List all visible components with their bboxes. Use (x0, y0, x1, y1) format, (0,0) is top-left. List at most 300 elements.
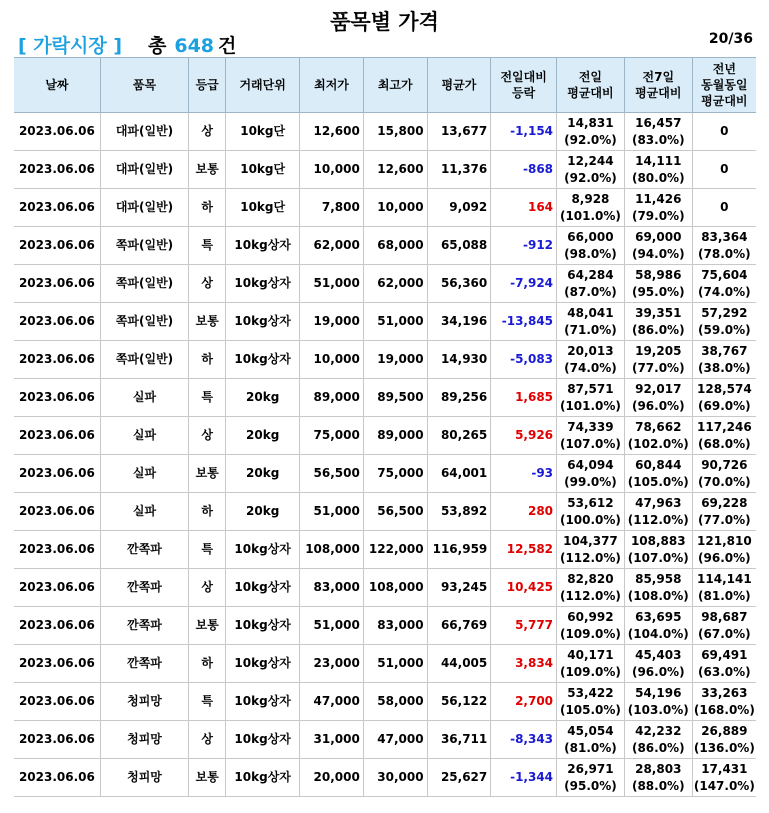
prev-week-compare-cell (624, 759, 692, 797)
prev-year-compare-cell (692, 645, 756, 683)
compare-percent: (112.0%) (559, 550, 621, 565)
prev-day-compare-cell (557, 303, 625, 341)
date-cell: 2023.06.06 (14, 759, 100, 797)
compare-value: 26,971 (567, 761, 614, 776)
max-price-cell: 47,000 (363, 721, 427, 759)
prev-week-compare-cell (624, 683, 692, 721)
prev-week-compare-cell (624, 455, 692, 493)
date-cell: 2023.06.06 (14, 569, 100, 607)
table-row (14, 493, 756, 531)
min-price-cell: 83,000 (300, 569, 364, 607)
item-cell: 대파(일반) (100, 113, 188, 151)
item-cell: 청피망 (100, 721, 188, 759)
total-prefix: 총 (148, 35, 167, 57)
prev-year-compare-cell (692, 607, 756, 645)
compare-percent: (95.0%) (631, 284, 685, 299)
item-cell: 청피망 (100, 759, 188, 797)
max-price-cell: 108,000 (363, 569, 427, 607)
compare-value: 47,963 (635, 495, 682, 510)
compare-percent: (88.0%) (631, 778, 685, 793)
column-header-line: 최저가 (314, 78, 349, 92)
unit-cell: 10kg상자 (226, 227, 300, 265)
prev-year-compare-cell (692, 379, 756, 417)
grade-cell: 상 (189, 721, 226, 759)
column-header-line: 전7일 (642, 70, 675, 84)
prev-week-compare-cell (624, 265, 692, 303)
avg-price-cell: 80,265 (427, 417, 491, 455)
min-price-cell: 23,000 (300, 645, 364, 683)
item-cell: 깐쪽파 (100, 645, 188, 683)
prev-day-compare-cell (557, 645, 625, 683)
avg-price-cell: 13,677 (427, 113, 491, 151)
avg-price-cell: 44,005 (427, 645, 491, 683)
prev-week-compare-cell (624, 531, 692, 569)
compare-percent: (94.0%) (631, 246, 685, 261)
min-price-cell: 51,000 (300, 607, 364, 645)
prev-year-compare-cell (692, 493, 756, 531)
compare-percent: (74.0%) (698, 284, 751, 299)
avg-price-cell: 116,959 (427, 531, 491, 569)
date-cell: 2023.06.06 (14, 531, 100, 569)
diff-cell: 5,777 (491, 607, 557, 645)
compare-value: 69,491 (701, 647, 748, 662)
max-price-cell: 51,000 (363, 303, 427, 341)
date-cell: 2023.06.06 (14, 265, 100, 303)
min-price-cell: 19,000 (300, 303, 364, 341)
item-cell: 쪽파(일반) (100, 303, 188, 341)
compare-value: 48,041 (567, 305, 614, 320)
compare-value: 128,574 (697, 381, 752, 396)
compare-percent: (96.0%) (631, 664, 685, 679)
compare-value: 33,263 (701, 685, 748, 700)
unit-cell: 10kg단 (226, 189, 300, 227)
avg-price-cell: 53,892 (427, 493, 491, 531)
table-row (14, 341, 756, 379)
avg-price-cell: 89,256 (427, 379, 491, 417)
prev-week-compare-cell (624, 189, 692, 227)
prev-day-compare-cell (557, 721, 625, 759)
compare-value: 0 (720, 124, 729, 138)
compare-percent: (95.0%) (564, 778, 617, 793)
column-header-col-min (300, 58, 364, 113)
avg-price-cell: 34,196 (427, 303, 491, 341)
compare-percent: (101.0%) (559, 208, 621, 223)
compare-percent: (100.0%) (559, 512, 621, 527)
compare-value: 108,883 (630, 533, 686, 548)
total-count-value: 648 (174, 35, 215, 57)
unit-cell: 10kg상자 (226, 531, 300, 569)
total-count (148, 31, 236, 58)
grade-cell: 보통 (189, 455, 226, 493)
table-row (14, 721, 756, 759)
compare-value: 60,844 (635, 457, 682, 472)
column-header-line: 등락 (512, 86, 536, 100)
compare-percent: (67.0%) (698, 626, 751, 641)
column-header-line: 전일 (578, 70, 603, 84)
compare-value: 14,111 (635, 153, 682, 168)
compare-value: 14,831 (567, 115, 614, 130)
avg-price-cell: 25,627 (427, 759, 491, 797)
table-row (14, 607, 756, 645)
diff-cell: -5,083 (491, 341, 557, 379)
unit-cell: 10kg상자 (226, 645, 300, 683)
date-cell: 2023.06.06 (14, 455, 100, 493)
table-row (14, 531, 756, 569)
column-header-col-avg (427, 58, 491, 113)
max-price-cell: 30,000 (363, 759, 427, 797)
table-row (14, 569, 756, 607)
compare-percent: (103.0%) (627, 702, 689, 717)
compare-percent: (81.0%) (698, 588, 751, 603)
prev-year-compare-cell (692, 303, 756, 341)
date-cell: 2023.06.06 (14, 151, 100, 189)
compare-value: 8,928 (571, 191, 610, 206)
compare-value: 78,662 (635, 419, 682, 434)
compare-percent: (104.0%) (627, 626, 689, 641)
table-row (14, 151, 756, 189)
compare-percent: (107.0%) (559, 436, 621, 451)
page-indicator: 20/36 (708, 31, 753, 47)
column-header-line: 평균가 (441, 78, 477, 92)
prev-week-compare-cell (624, 417, 692, 455)
compare-percent: (69.0%) (698, 398, 751, 413)
diff-cell: 5,926 (491, 417, 557, 455)
compare-value: 42,232 (635, 723, 682, 738)
max-price-cell: 56,500 (363, 493, 427, 531)
prev-day-compare-cell (557, 493, 625, 531)
column-header-line: 평균대비 (701, 94, 748, 108)
compare-percent: (99.0%) (564, 474, 617, 489)
compare-percent: (107.0%) (627, 550, 689, 565)
compare-percent: (83.0%) (631, 132, 685, 147)
compare-value: 98,687 (701, 609, 748, 624)
min-price-cell: 31,000 (300, 721, 364, 759)
diff-cell: -7,924 (491, 265, 557, 303)
avg-price-cell: 66,769 (427, 607, 491, 645)
compare-percent: (70.0%) (698, 474, 751, 489)
prev-day-compare-cell (557, 341, 625, 379)
compare-value: 63,695 (635, 609, 682, 624)
compare-percent: (112.0%) (627, 512, 689, 527)
unit-cell: 20kg (226, 455, 300, 493)
min-price-cell: 10,000 (300, 151, 364, 189)
unit-cell: 10kg상자 (226, 683, 300, 721)
prev-week-compare-cell (624, 607, 692, 645)
prev-day-compare-cell (557, 759, 625, 797)
column-header-col-diff (491, 58, 557, 113)
max-price-cell: 68,000 (363, 227, 427, 265)
prev-day-compare-cell (557, 607, 625, 645)
diff-cell: 10,425 (491, 569, 557, 607)
max-price-cell: 10,000 (363, 189, 427, 227)
diff-cell: 12,582 (491, 531, 557, 569)
compare-percent: (109.0%) (559, 664, 621, 679)
compare-value: 45,403 (635, 647, 682, 662)
max-price-cell: 51,000 (363, 645, 427, 683)
compare-percent: (109.0%) (559, 626, 621, 641)
column-header-col-prev-avg (557, 58, 625, 113)
grade-cell: 상 (189, 417, 226, 455)
table-row (14, 265, 756, 303)
price-table (14, 57, 756, 797)
compare-value: 87,571 (567, 381, 614, 396)
item-cell: 실파 (100, 455, 188, 493)
compare-value: 12,244 (567, 153, 614, 168)
prev-week-compare-cell (624, 341, 692, 379)
compare-value: 0 (720, 200, 729, 214)
compare-percent: (74.0%) (564, 360, 617, 375)
prev-day-compare-cell (557, 569, 625, 607)
table-row (14, 227, 756, 265)
date-cell: 2023.06.06 (14, 417, 100, 455)
table-row (14, 189, 756, 227)
grade-cell: 특 (189, 227, 226, 265)
max-price-cell: 83,000 (363, 607, 427, 645)
item-cell: 실파 (100, 417, 188, 455)
column-header-line: 전일대비 (500, 70, 547, 84)
compare-percent: (168.0%) (693, 702, 755, 717)
prev-year-compare-cell (692, 455, 756, 493)
compare-percent: (78.0%) (698, 246, 751, 261)
compare-percent: (108.0%) (627, 588, 689, 603)
table-row (14, 417, 756, 455)
max-price-cell: 58,000 (363, 683, 427, 721)
max-price-cell: 89,500 (363, 379, 427, 417)
max-price-cell: 122,000 (363, 531, 427, 569)
min-price-cell: 89,000 (300, 379, 364, 417)
compare-percent: (63.0%) (698, 664, 751, 679)
item-cell: 대파(일반) (100, 189, 188, 227)
prev-week-compare-cell (624, 379, 692, 417)
compare-value: 90,726 (701, 457, 748, 472)
compare-value: 0 (720, 162, 729, 176)
compare-value: 85,958 (635, 571, 682, 586)
unit-cell: 10kg상자 (226, 341, 300, 379)
compare-value: 40,171 (567, 647, 614, 662)
diff-cell: 2,700 (491, 683, 557, 721)
compare-percent: (81.0%) (564, 740, 617, 755)
column-header-line: 품목 (132, 78, 157, 92)
prev-day-compare-cell (557, 151, 625, 189)
compare-value: 82,820 (567, 571, 614, 586)
min-price-cell: 108,000 (300, 531, 364, 569)
min-price-cell: 20,000 (300, 759, 364, 797)
diff-cell: -1,154 (491, 113, 557, 151)
compare-percent: (105.0%) (627, 474, 689, 489)
column-header-line: 등급 (195, 78, 219, 92)
compare-value: 54,196 (635, 685, 682, 700)
compare-value: 60,992 (567, 609, 614, 624)
compare-value: 66,000 (567, 229, 614, 244)
min-price-cell: 51,000 (300, 265, 364, 303)
compare-percent: (92.0%) (564, 132, 617, 147)
column-header-col-max (363, 58, 427, 113)
compare-value: 121,810 (697, 533, 752, 548)
compare-percent: (147.0%) (693, 778, 755, 793)
date-cell: 2023.06.06 (14, 607, 100, 645)
date-cell: 2023.06.06 (14, 493, 100, 531)
compare-percent: (96.0%) (698, 550, 751, 565)
column-header-col-unit (226, 58, 300, 113)
item-cell: 실파 (100, 493, 188, 531)
compare-percent: (98.0%) (564, 246, 617, 261)
compare-value: 58,986 (635, 267, 682, 282)
unit-cell: 10kg상자 (226, 607, 300, 645)
prev-year-compare-cell (692, 683, 756, 721)
grade-cell: 보통 (189, 759, 226, 797)
compare-percent: (112.0%) (559, 588, 621, 603)
compare-value: 57,292 (701, 305, 748, 320)
compare-value: 38,767 (701, 343, 748, 358)
max-price-cell: 75,000 (363, 455, 427, 493)
diff-cell: -8,343 (491, 721, 557, 759)
compare-percent: (136.0%) (693, 740, 755, 755)
compare-percent: (87.0%) (564, 284, 617, 299)
compare-value: 104,377 (563, 533, 618, 548)
prev-year-compare-cell (692, 417, 756, 455)
compare-percent: (101.0%) (559, 398, 621, 413)
compare-percent: (80.0%) (631, 170, 685, 185)
avg-price-cell: 36,711 (427, 721, 491, 759)
unit-cell: 20kg (226, 493, 300, 531)
item-cell: 청피망 (100, 683, 188, 721)
table-row (14, 379, 756, 417)
avg-price-cell: 93,245 (427, 569, 491, 607)
date-cell: 2023.06.06 (14, 113, 100, 151)
prev-day-compare-cell (557, 379, 625, 417)
table-row (14, 303, 756, 341)
grade-cell: 상 (189, 569, 226, 607)
prev-day-compare-cell (557, 455, 625, 493)
column-header-line: 날짜 (45, 78, 69, 92)
page-title: 품목별 가격 (330, 10, 439, 34)
item-cell: 쪽파(일반) (100, 227, 188, 265)
date-cell: 2023.06.06 (14, 303, 100, 341)
grade-cell: 하 (189, 493, 226, 531)
avg-price-cell: 14,930 (427, 341, 491, 379)
avg-price-cell: 64,001 (427, 455, 491, 493)
prev-year-compare-cell (692, 759, 756, 797)
unit-cell: 10kg단 (226, 113, 300, 151)
prev-week-compare-cell (624, 493, 692, 531)
prev-day-compare-cell (557, 683, 625, 721)
unit-cell: 20kg (226, 417, 300, 455)
compare-percent: (96.0%) (631, 398, 685, 413)
column-header-col-week-avg (624, 58, 692, 113)
compare-value: 64,284 (567, 267, 614, 282)
compare-value: 28,803 (635, 761, 682, 776)
diff-cell: -912 (491, 227, 557, 265)
compare-value: 11,426 (635, 191, 682, 206)
grade-cell: 특 (189, 379, 226, 417)
compare-percent: (86.0%) (631, 740, 685, 755)
total-suffix: 건 (218, 35, 237, 57)
date-cell: 2023.06.06 (14, 227, 100, 265)
compare-value: 39,351 (635, 305, 682, 320)
max-price-cell: 15,800 (363, 113, 427, 151)
prev-year-compare-cell (692, 721, 756, 759)
compare-percent: (77.0%) (631, 360, 685, 375)
item-cell: 쪽파(일반) (100, 341, 188, 379)
prev-week-compare-cell (624, 151, 692, 189)
unit-cell: 10kg상자 (226, 721, 300, 759)
market-name: [ 가락시장 ] (18, 35, 123, 57)
min-price-cell: 51,000 (300, 493, 364, 531)
date-cell: 2023.06.06 (14, 683, 100, 721)
compare-value: 16,457 (635, 115, 682, 130)
prev-week-compare-cell (624, 113, 692, 151)
column-header-col-year-avg (692, 58, 756, 113)
compare-percent: (102.0%) (627, 436, 689, 451)
compare-value: 53,422 (567, 685, 614, 700)
compare-value: 69,000 (635, 229, 682, 244)
grade-cell: 상 (189, 265, 226, 303)
prev-week-compare-cell (624, 227, 692, 265)
grade-cell: 상 (189, 113, 226, 151)
compare-value: 53,612 (567, 495, 614, 510)
grade-cell: 보통 (189, 151, 226, 189)
column-header-col-grade (189, 58, 226, 113)
column-header-col-item (100, 58, 188, 113)
diff-cell: 280 (491, 493, 557, 531)
prev-year-compare-cell (692, 151, 756, 189)
prev-year-compare-cell (692, 113, 756, 151)
prev-week-compare-cell (624, 721, 692, 759)
prev-week-compare-cell (624, 645, 692, 683)
diff-cell: 164 (491, 189, 557, 227)
grade-cell: 보통 (189, 607, 226, 645)
diff-cell: 1,685 (491, 379, 557, 417)
date-cell: 2023.06.06 (14, 645, 100, 683)
min-price-cell: 12,600 (300, 113, 364, 151)
prev-day-compare-cell (557, 417, 625, 455)
min-price-cell: 7,800 (300, 189, 364, 227)
compare-value: 17,431 (701, 761, 748, 776)
unit-cell: 10kg상자 (226, 759, 300, 797)
unit-cell: 10kg단 (226, 151, 300, 189)
avg-price-cell: 56,360 (427, 265, 491, 303)
prev-day-compare-cell (557, 189, 625, 227)
prev-day-compare-cell (557, 531, 625, 569)
item-cell: 실파 (100, 379, 188, 417)
max-price-cell: 19,000 (363, 341, 427, 379)
diff-cell: -868 (491, 151, 557, 189)
compare-value: 92,017 (635, 381, 682, 396)
max-price-cell: 89,000 (363, 417, 427, 455)
prev-year-compare-cell (692, 569, 756, 607)
compare-percent: (79.0%) (631, 208, 685, 223)
item-cell: 깐쪽파 (100, 607, 188, 645)
grade-cell: 특 (189, 683, 226, 721)
grade-cell: 하 (189, 645, 226, 683)
compare-value: 26,889 (701, 723, 748, 738)
date-cell: 2023.06.06 (14, 721, 100, 759)
column-header-col-date (14, 58, 100, 113)
min-price-cell: 10,000 (300, 341, 364, 379)
compare-percent: (86.0%) (631, 322, 685, 337)
compare-percent: (92.0%) (564, 170, 617, 185)
compare-value: 83,364 (701, 229, 748, 244)
table-header-row (14, 58, 756, 113)
compare-value: 20,013 (567, 343, 614, 358)
compare-value: 117,246 (697, 419, 752, 434)
compare-percent: (71.0%) (564, 322, 617, 337)
table-row (14, 455, 756, 493)
compare-value: 74,339 (567, 419, 614, 434)
compare-percent: (38.0%) (698, 360, 751, 375)
prev-year-compare-cell (692, 341, 756, 379)
avg-price-cell: 9,092 (427, 189, 491, 227)
